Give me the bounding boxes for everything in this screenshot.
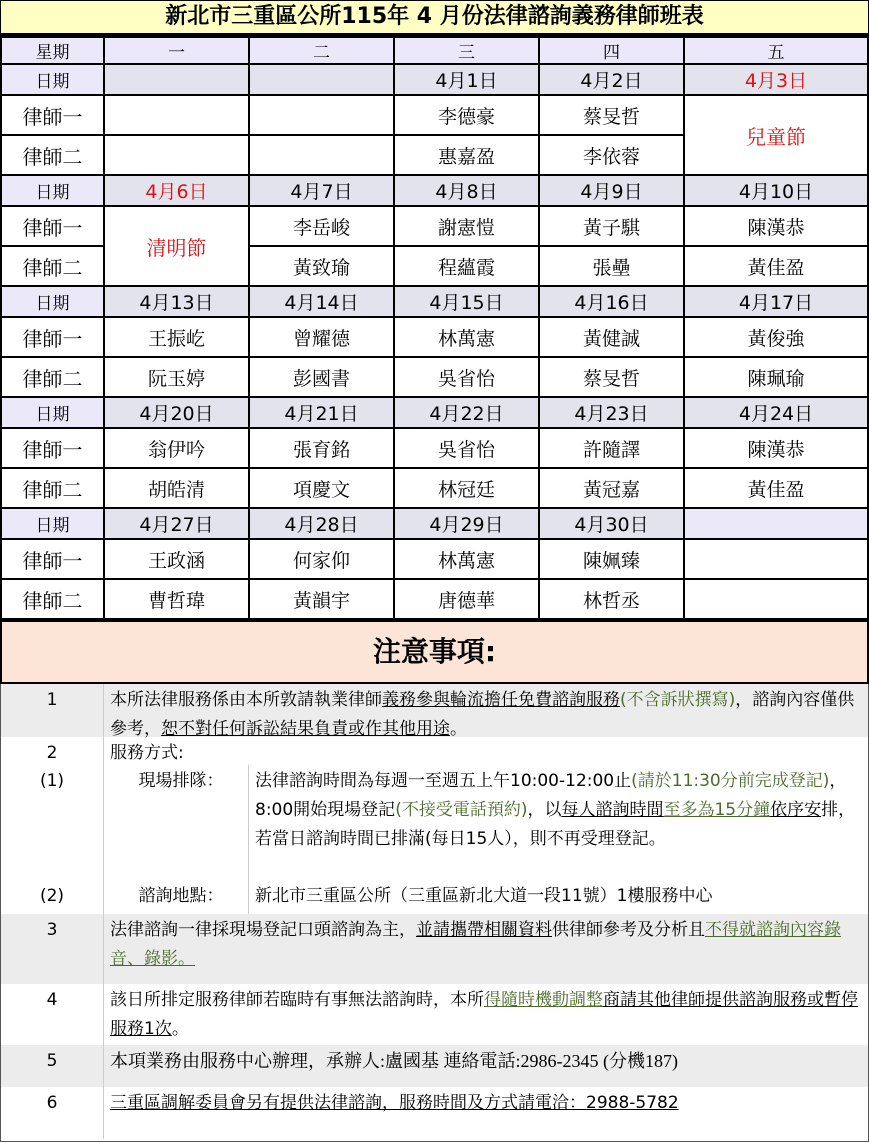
- lawyer-name-cell: 張育銘: [249, 428, 394, 468]
- lawyer-name-cell: 謝憲愷: [394, 206, 539, 246]
- lawyer-name-cell: 蔡旻哲: [539, 95, 684, 135]
- lawyer-name-cell: 翁伊吟: [104, 428, 249, 468]
- date-cell: 4月10日: [684, 175, 868, 206]
- note-text-segment: 供律師參考及分析且: [552, 920, 705, 940]
- lawyer-name-cell: 陳漢恭: [684, 428, 868, 468]
- lawyer2-row: [1, 579, 868, 619]
- weekday-fri: 五: [684, 37, 868, 64]
- note-item: [1, 684, 868, 737]
- note-text: [104, 1045, 868, 1087]
- note-text-segment: 義務參與輪流擔任免費諮詢服務: [382, 690, 620, 710]
- note-text-segment: 三重區調解委員會另有提供法律諮詢，服務時間及方式請電洽：2988-5782: [110, 1093, 679, 1113]
- lawyer-name-cell: 吳省怡: [394, 357, 539, 397]
- lawyer-name-cell: 吳省怡: [394, 428, 539, 468]
- lawyer-name-cell: 項慶文: [249, 468, 394, 508]
- note-number: 1: [1, 684, 104, 744]
- date-cell: 4月2日: [539, 64, 684, 95]
- date-cell: 4月29日: [394, 508, 539, 539]
- note-number: 5: [1, 1045, 104, 1087]
- lawyer-name-cell: 林冠廷: [394, 468, 539, 508]
- lawyer-name-cell: 李岳峻: [249, 206, 394, 246]
- lawyer-name-cell: 王振屹: [104, 317, 249, 357]
- note-text-segment: 新北市三重區公所（三重區新北大道一段11號）1樓服務中心: [255, 886, 713, 906]
- note-text-segment: (不接受電話預約): [395, 800, 528, 820]
- note-text-segment: 。: [171, 1019, 189, 1039]
- lawyer-name-cell: 李依蓉: [539, 135, 684, 175]
- lawyer-name-cell: 唐德華: [394, 579, 539, 619]
- date-row: [1, 508, 868, 539]
- lawyer2-row: [1, 468, 868, 508]
- lawyer1-row: [1, 317, 868, 357]
- note-item: [1, 984, 868, 1045]
- lawyer1-row: [1, 95, 868, 135]
- date-cell: [684, 508, 868, 539]
- date-label: 日期: [1, 175, 104, 206]
- lawyer1-row: [1, 428, 868, 468]
- note-number: 2: [1, 737, 104, 768]
- date-cell: 4月21日: [249, 397, 394, 428]
- note-text-segment: ，8:00開始現場登記: [255, 771, 847, 820]
- note-text: [104, 737, 868, 768]
- note-text-segment: 不得就諮詢內容錄音、錄影。: [110, 920, 841, 969]
- lawyer-name-cell: 彭國書: [249, 357, 394, 397]
- lawyer-name-cell: 阮玉婷: [104, 357, 249, 397]
- date-row: [1, 397, 868, 428]
- note-number: 4: [1, 984, 104, 1045]
- note-text-segment: 法律諮詢時間為每週一至週五上午10:00-12:00止: [255, 771, 632, 791]
- weekday-header-row: [1, 37, 868, 64]
- date-label: 日期: [1, 286, 104, 317]
- lawyer1-row: [1, 539, 868, 579]
- note-text: [104, 684, 868, 744]
- lawyer2-row: [1, 357, 868, 397]
- date-cell: 4月1日: [394, 64, 539, 95]
- weekday-tue: 二: [249, 37, 394, 64]
- note-number: (1): [1, 765, 104, 880]
- lawyer-name-cell: 黃冠嘉: [539, 468, 684, 508]
- note-text-segment: (不含訴狀撰寫): [620, 690, 736, 710]
- date-cell: 4月27日: [104, 508, 249, 539]
- note-item: [1, 765, 868, 880]
- lawyer1-label: 律師一: [1, 539, 104, 579]
- lawyer-name-cell: 黃佳盈: [684, 468, 868, 508]
- notes-list: [0, 684, 869, 1142]
- note-text-segment: 並請攜帶相關資料: [416, 920, 552, 940]
- lawyer-name-cell: 陳姵臻: [539, 539, 684, 579]
- lawyer2-label: 律師二: [1, 357, 104, 397]
- lawyer-name-cell: 林哲丞: [539, 579, 684, 619]
- lawyer1-label: 律師一: [1, 206, 104, 246]
- notes-title: 注意事項:: [0, 620, 869, 684]
- lawyer2-label: 律師二: [1, 246, 104, 286]
- lawyer-name-cell: [249, 95, 394, 135]
- lawyer-name-cell: 惠嘉盈: [394, 135, 539, 175]
- lawyer-name-cell: [684, 539, 868, 579]
- lawyer-name-cell: 黃健誠: [539, 317, 684, 357]
- note-text-segment: 法律諮詢一律採現場登記口頭諮詢為主，: [110, 920, 416, 940]
- note-item: [1, 1045, 868, 1087]
- weekday-wed: 三: [394, 37, 539, 64]
- note-sub-label: 諮詢地點：: [104, 880, 249, 914]
- lawyer-name-cell: 黃致瑜: [249, 246, 394, 286]
- lawyer-name-cell: 程蘊霞: [394, 246, 539, 286]
- note-text: [104, 984, 868, 1045]
- lawyer-name-cell: 陳漢恭: [684, 206, 868, 246]
- date-label: 日期: [1, 508, 104, 539]
- lawyer-name-cell: 黃韻宇: [249, 579, 394, 619]
- note-item: [1, 914, 868, 984]
- note-text-segment: 該日所排定服務律師若臨時有事無法諮詢時，本所: [110, 990, 484, 1010]
- lawyer2-label: 律師二: [1, 468, 104, 508]
- note-text-segment: 排，若當日諮詢時間已排滿(每日15人），則不再受理登記。: [255, 800, 856, 849]
- date-cell: 4月16日: [539, 286, 684, 317]
- holiday-cell: 清明節: [104, 206, 249, 286]
- note-text-segment: 本項業務由服務中心辦理，承辦人:盧國基 連絡電話:2986-2345 (分機187): [110, 1051, 678, 1071]
- note-text-segment: (請於11:30分前完成登記): [631, 771, 830, 791]
- lawyer1-row: [1, 206, 868, 246]
- weekday-label: 星期: [1, 37, 104, 64]
- note-text-segment: ，以: [527, 800, 562, 820]
- date-cell: [249, 64, 394, 95]
- lawyer-name-cell: [249, 135, 394, 175]
- date-label: 日期: [1, 64, 104, 95]
- lawyer-name-cell: [104, 95, 249, 135]
- note-text-segment: 商請其他律師提供諮詢服務或暫停服務1次: [110, 990, 858, 1039]
- note-text-segment: 。: [450, 719, 467, 739]
- lawyer1-label: 律師一: [1, 428, 104, 468]
- date-row: [1, 64, 868, 95]
- lawyer-name-cell: 許隨譯: [539, 428, 684, 468]
- note-item: [1, 737, 868, 765]
- lawyer-name-cell: 林萬憲: [394, 317, 539, 357]
- lawyer-name-cell: 蔡旻哲: [539, 357, 684, 397]
- date-label: 日期: [1, 397, 104, 428]
- note-text-segment: 依序安: [770, 800, 822, 820]
- weekday-thu: 四: [539, 37, 684, 64]
- note-text-segment: 至多為15分鐘: [663, 800, 771, 820]
- weekday-mon: 一: [104, 37, 249, 64]
- date-cell: 4月24日: [684, 397, 868, 428]
- date-cell: 4月23日: [539, 397, 684, 428]
- date-cell: 4月15日: [394, 286, 539, 317]
- date-cell: 4月6日: [104, 175, 249, 206]
- lawyer-name-cell: 何家仰: [249, 539, 394, 579]
- lawyer1-label: 律師一: [1, 95, 104, 135]
- lawyer-name-cell: 王政涵: [104, 539, 249, 579]
- date-cell: [104, 64, 249, 95]
- date-cell: 4月7日: [249, 175, 394, 206]
- lawyer2-label: 律師二: [1, 579, 104, 619]
- date-cell: 4月22日: [394, 397, 539, 428]
- note-text-segment: ，諮詢內容僅供參考，: [110, 690, 855, 739]
- date-cell: 4月8日: [394, 175, 539, 206]
- date-row: [1, 286, 868, 317]
- lawyer-name-cell: 林萬憲: [394, 539, 539, 579]
- note-number: (2): [1, 880, 104, 914]
- note-number: 6: [1, 1087, 104, 1139]
- date-cell: 4月17日: [684, 286, 868, 317]
- note-text-segment: 服務方式:: [110, 743, 184, 763]
- note-sub-label: 現場排隊：: [104, 765, 249, 880]
- note-text: [104, 914, 868, 984]
- lawyer-name-cell: 張壘: [539, 246, 684, 286]
- date-cell: 4月28日: [249, 508, 394, 539]
- page-title: 新北市三重區公所115年 4 月份法律諮詢義務律師班表: [0, 0, 869, 36]
- note-text-segment: 每人諮詢時間: [561, 800, 664, 820]
- lawyer-name-cell: 黃佳盈: [684, 246, 868, 286]
- note-text: [249, 765, 868, 880]
- note-text-segment: 恕不對任何訴訟結果負責或作其他用途: [161, 719, 450, 739]
- note-item: [1, 880, 868, 914]
- lawyer-name-cell: 李德豪: [394, 95, 539, 135]
- lawyer2-label: 律師二: [1, 135, 104, 175]
- lawyer-name-cell: 黃俊強: [684, 317, 868, 357]
- schedule-table: [0, 36, 869, 620]
- note-text: [104, 1087, 868, 1139]
- lawyer-name-cell: 曾耀德: [249, 317, 394, 357]
- date-cell: 4月14日: [249, 286, 394, 317]
- date-row: [1, 175, 868, 206]
- lawyer-name-cell: [104, 135, 249, 175]
- note-number: 3: [1, 914, 104, 984]
- date-cell: 4月13日: [104, 286, 249, 317]
- lawyer-name-cell: [684, 579, 868, 619]
- note-text: [249, 880, 868, 914]
- lawyer-name-cell: 曹哲瑋: [104, 579, 249, 619]
- lawyer-name-cell: 黃子騏: [539, 206, 684, 246]
- lawyer-name-cell: 陳珮瑜: [684, 357, 868, 397]
- date-cell: 4月30日: [539, 508, 684, 539]
- date-cell: 4月20日: [104, 397, 249, 428]
- holiday-cell: 兒童節: [684, 95, 868, 175]
- date-cell: 4月9日: [539, 175, 684, 206]
- date-cell: 4月3日: [684, 64, 868, 95]
- lawyer1-label: 律師一: [1, 317, 104, 357]
- note-text-segment: 本所法律服務係由本所敦請執業律師: [110, 690, 382, 710]
- note-text-segment: 得隨時機動調整: [484, 990, 603, 1010]
- note-item: [1, 1087, 868, 1139]
- lawyer-name-cell: 胡皓清: [104, 468, 249, 508]
